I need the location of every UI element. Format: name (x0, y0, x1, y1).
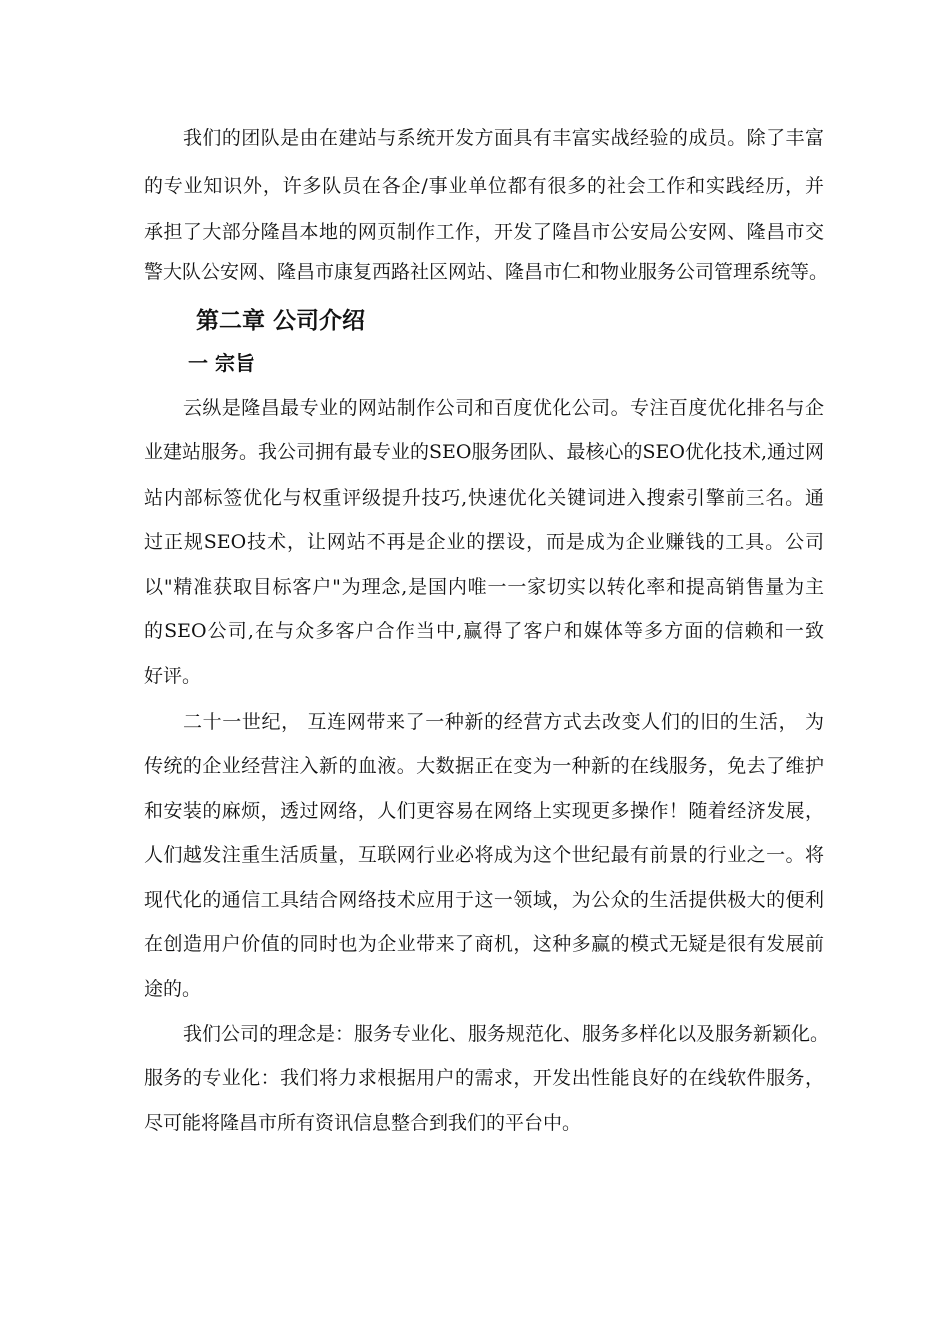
text-line: 好评。 (144, 665, 202, 687)
text-line: 站内部标签优化与权重评级提升技巧,快速优化关键词进入搜索引擎前三名。通 (144, 487, 824, 509)
text-line: 过正规SEO技术，让网站不再是企业的摆设，而是成为企业赚钱的工具。公司 (144, 531, 824, 553)
text-line: 我们公司的理念是：服务专业化、服务规范化、服务多样化以及服务新颖化。 (183, 1023, 830, 1045)
text-line: 在创造用户价值的同时也为企业带来了商机，这种多赢的模式无疑是很有发展前 (144, 933, 824, 955)
text-line: 警大队公安网、隆昌市康复西路社区网站、隆昌市仁和物业服务公司管理系统等。 (144, 261, 829, 283)
text-line: 我们的团队是由在建站与系统开发方面具有丰富实战经验的成员。除了丰富 (183, 127, 824, 149)
text-line: 服务的专业化：我们将力求根据用户的需求，开发出性能良好的在线软件服务， (144, 1067, 824, 1089)
text-line: 以"精准获取目标客户"为理念,是国内唯一一家切实以转化率和提高销售量为主 (144, 576, 824, 598)
text-line: 的专业知识外，许多队员在各企/事业单位都有很多的社会工作和实践经历，并 (144, 175, 824, 197)
text-line: 业建站服务。我公司拥有最专业的SEO服务团队、最核心的SEO优化技术,通过网 (144, 441, 824, 463)
text-line: 的SEO公司,在与众多客户合作当中,赢得了客户和媒体等多方面的信赖和一致 (144, 620, 824, 642)
text-line: 现代化的通信工具结合网络技术应用于这一领域，为公众的生活提供极大的便利 (144, 889, 824, 911)
text-line: 途的。 (144, 978, 202, 1000)
text-line: 传统的企业经营注入新的血液。大数据正在变为一种新的在线服务，免去了维护 (144, 755, 824, 777)
text-line: 承担了大部分隆昌本地的网页制作工作，开发了隆昌市公安局公安网、隆昌市交 (144, 221, 824, 243)
text-line: 尽可能将隆昌市所有资讯信息整合到我们的平台中。 (144, 1112, 582, 1134)
text-line: 和安装的麻烦，透过网络，人们更容易在网络上实现更多操作！随着经济发展， (144, 800, 824, 822)
chapter-title: 第二章 公司介绍 (196, 308, 366, 334)
text-line: 二十一世纪， 互连网带来了一种新的经营方式去改变人们的旧的生活， 为 (183, 711, 824, 733)
section-title: 一 宗旨 (188, 351, 255, 375)
text-line: 云纵是隆昌最专业的网站制作公司和百度优化公司。专注百度优化排名与企 (183, 397, 824, 419)
text-line: 人们越发注重生活质量，互联网行业必将成为这个世纪最有前景的行业之一。将 (144, 844, 824, 866)
